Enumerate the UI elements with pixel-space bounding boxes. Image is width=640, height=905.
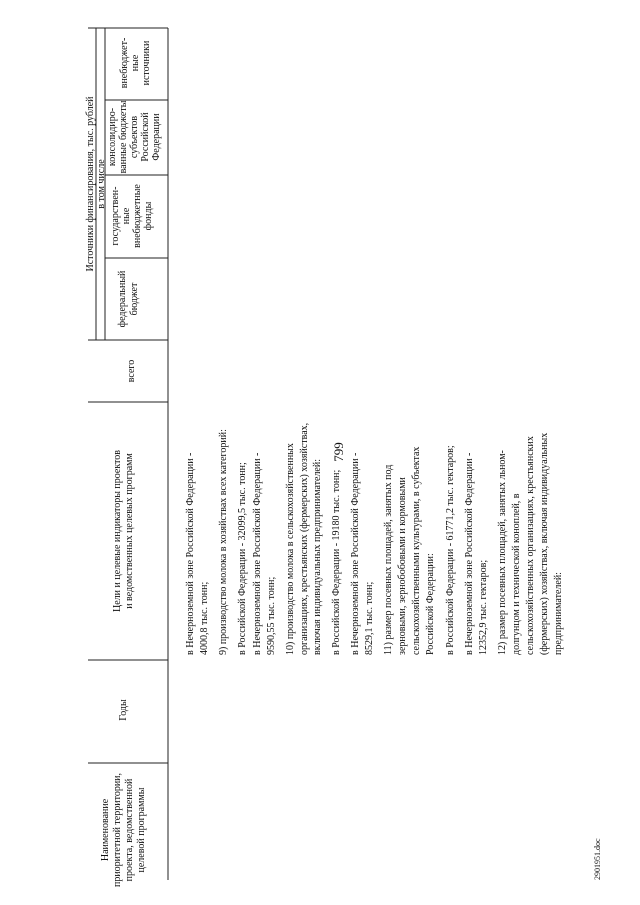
- svg-text:государствен-: государствен-: [110, 186, 121, 246]
- body-line: предпринимателей:: [553, 572, 564, 655]
- svg-text:Наименование: Наименование: [100, 798, 111, 862]
- header-goals: [112, 450, 135, 612]
- svg-text:фонды: фонды: [143, 201, 154, 231]
- svg-text:внебюджетные: внебюджетные: [132, 184, 143, 248]
- svg-text:ные: ные: [121, 207, 132, 225]
- body-line: 9590,55 тыс. тонн;: [266, 576, 277, 655]
- header-years: Годы: [118, 699, 129, 721]
- header-name: [100, 773, 147, 887]
- svg-text:Цели и целевые индикаторы прое: Цели и целевые индикаторы проектов: [112, 449, 123, 613]
- body-line: 9) производство молока в хозяйствах всех категорий:: [218, 429, 229, 655]
- body-line: в Нечерноземной зоне Российской Федерации -: [185, 452, 196, 655]
- body-line: 8529,1 тыс. тонн;: [364, 581, 375, 655]
- header-federal: [117, 270, 140, 327]
- body-line: в Нечерноземной зоне Российской Федерации -: [252, 452, 263, 655]
- svg-text:ванные бюджеты: ванные бюджеты: [118, 100, 129, 174]
- body-line: 12352,9 тыс. гектаров;: [478, 559, 489, 655]
- body-line: сельскохозяйственными культурами, в субъектах: [411, 446, 422, 655]
- header-state-funds: [110, 184, 154, 248]
- svg-text:приоритетной территории,: приоритетной территории,: [112, 772, 123, 888]
- body-line: 12) размер посевных площадей, занятых льном-: [497, 450, 508, 655]
- body-line: 4000,8 тыс. тонн;: [199, 581, 210, 655]
- svg-text:консолидиро-: консолидиро-: [107, 107, 118, 167]
- body-line: в Российской Федерации - 61771,2 тыс. гектаров;: [445, 445, 456, 655]
- svg-text:внебюджет-: внебюджет-: [119, 37, 130, 89]
- header-offbudget: [119, 38, 152, 89]
- body-line: в Российской Федерации - 19180 тыс. тонн;: [331, 469, 342, 655]
- svg-text:ные: ные: [130, 54, 141, 72]
- svg-text:Российской: Российской: [140, 112, 151, 162]
- svg-text:федеральный: федеральный: [117, 270, 128, 328]
- svg-text:Федерации: Федерации: [151, 113, 162, 161]
- body-line: зерновыми, зернобобовыми и кормовыми: [397, 477, 408, 655]
- svg-text:проекта, ведомственной: проекта, ведомственной: [124, 778, 135, 882]
- svg-text:и ведомственных целевых програ: и ведомственных целевых программ: [124, 453, 135, 609]
- body-line: (фермерских) хозяйствах, включая индивидуальных: [539, 432, 550, 655]
- body-line: 10) производство молока в сельскохозяйственных: [285, 443, 296, 655]
- page-number: 799: [331, 442, 346, 462]
- svg-text:целевой программы: целевой программы: [136, 787, 147, 873]
- header-including: в том числе: [96, 159, 107, 209]
- header-sources: Источники финансирования, тыс. рублей: [85, 96, 96, 272]
- body-line: 11) размер посевных площадей, занятых под: [383, 464, 394, 655]
- body-line: долгунцом и технической коноплей, в: [511, 493, 522, 655]
- body-line: включая индивидуальных предпринимателей:: [312, 458, 323, 655]
- svg-text:субъектов: субъектов: [129, 115, 140, 159]
- header-total: всего: [126, 359, 137, 383]
- svg-text:бюджет: бюджет: [129, 282, 140, 316]
- body-line: организациях, крестьянских (фермерских) хозяйствах,: [299, 422, 310, 655]
- body-text: [185, 423, 564, 655]
- body-line: Российской Федерации:: [425, 553, 436, 655]
- header-regional: [107, 100, 162, 173]
- svg-text:источники: источники: [141, 40, 152, 86]
- body-line: в Нечерноземной зоне Российской Федерации -: [350, 452, 361, 655]
- footer-code: 2901951.doc: [593, 838, 602, 880]
- body-line: в Нечерноземной зоне Российской Федерации -: [464, 452, 475, 655]
- body-line: сельскохозяйственных организациях, крестьянских: [525, 436, 536, 655]
- body-line: в Российской Федерации - 32099,5 тыс. тонн;: [237, 462, 248, 655]
